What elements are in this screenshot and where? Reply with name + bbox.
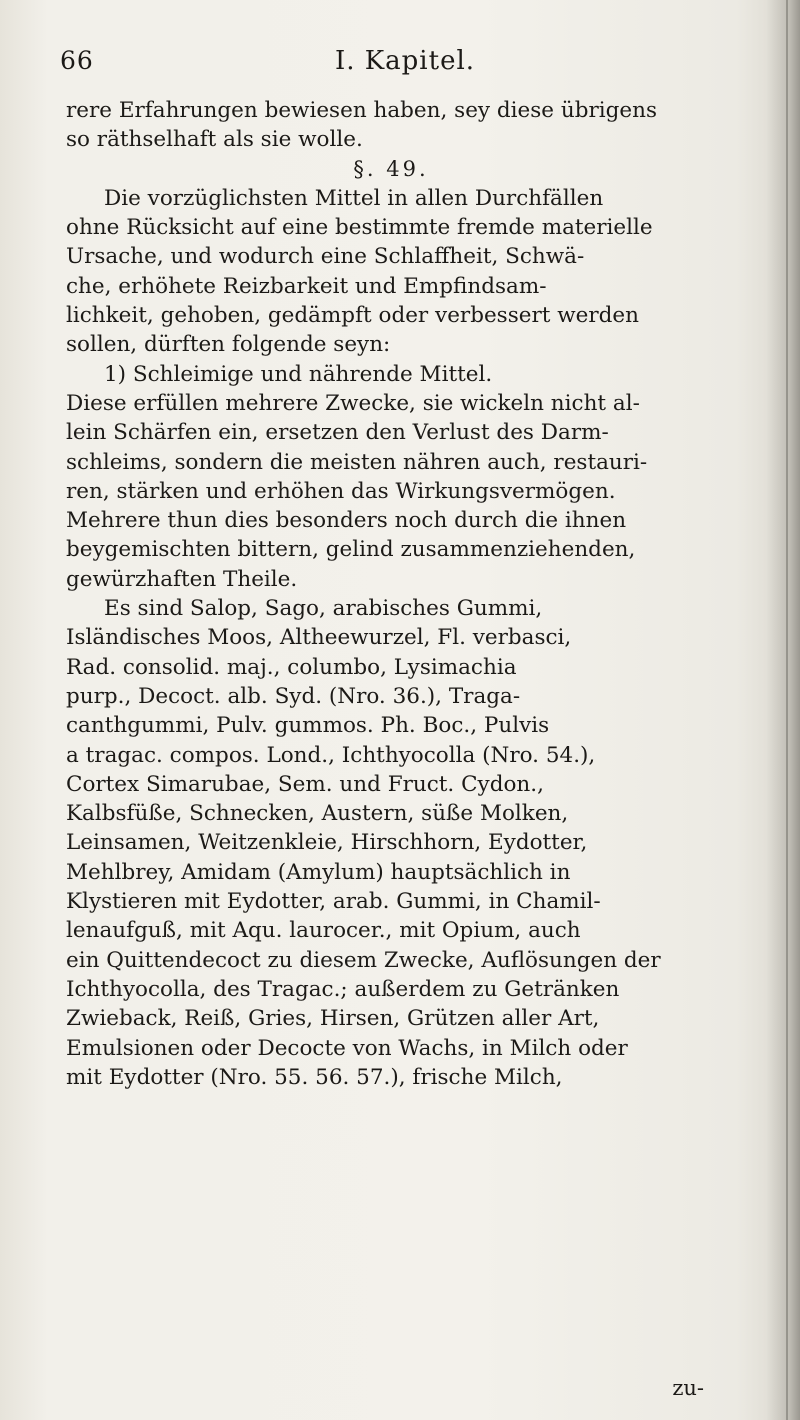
body-text [66,96,746,1092]
chapter-heading: I. Kapitel. [334,46,476,76]
page-edge-line [786,0,788,1420]
text-line: purp., Decoct. alb. Syd. (Nro. 36.), Traga- [66,683,521,709]
text-line: so räthselhaft als sie wolle. [66,127,363,153]
text-line: gewürzhaften Theile. [66,566,298,592]
page-edge-shadow [766,0,800,1420]
text-line: schleims, sondern die meisten nähren auch, restauri- [66,449,648,475]
text-line: Es sind Salop, Sago, arabisches Gummi, [104,596,543,622]
text-line: Leinsamen, Weitzenkleie, Hirschhorn, Eydotter, [66,830,588,856]
text-line: lichkeit, gehoben, gedämpft oder verbessert werden [66,303,639,329]
text-line: beygemischten bittern, gelind zusammenziehenden, [66,537,636,563]
text-line: Klystieren mit Eydotter, arab. Gummi, in Chamil- [66,889,601,915]
text-line: Rad. consolid. maj., columbo, Lysimachia [66,654,517,680]
text-line: Ichthyocolla, des Tragac.; außerdem zu Getränken [66,976,620,1002]
text-line: che, erhöhete Reizbarkeit und Empfindsam- [66,273,547,299]
text-line: lein Schärfen ein, ersetzen den Verlust des Darm- [66,420,609,446]
text-line: Die vorzüglichsten Mittel in allen Durchfällen [104,185,604,211]
text-line: lenaufguß, mit Aqu. laurocer., mit Opium, auch [66,918,581,944]
text-line: mit Eydotter (Nro. 55. 56. 57.), frische Milch, [66,1064,563,1090]
text-line: Zwieback, Reiß, Gries, Hirsen, Grützen aller Art, [66,1006,600,1032]
text-line: rere Erfahrungen bewiesen haben, sey diese übrigens [66,98,657,123]
text-line: Diese erfüllen mehrere Zwecke, sie wickeln nicht al- [66,390,640,416]
text-line: ohne Rücksicht auf eine bestimmte fremde materielle [66,215,653,241]
subheading-line: 1) Schleimige und nährende Mittel. [104,361,493,387]
text-line: Mehrere thun dies besonders noch durch die ihnen [66,508,627,534]
text-line: Kalbsfüße, Schnecken, Austern, süße Molken, [66,801,569,827]
text-line: ein Quittendecoct zu diesem Zwecke, Auflösungen der [66,947,661,973]
text-line: canthgummi, Pulv. gummos. Ph. Boc., Pulvis [66,713,550,739]
text-line: sollen, dürften folgende seyn: [66,332,391,358]
text-line: ren, stärken und erhöhen das Wirkungsvermögen. [66,478,616,504]
text-line: Isländisches Moos, Altheewurzel, Fl. verbasci, [66,625,572,651]
page-number: 66 [60,46,94,75]
catchword: zu- [672,1376,704,1400]
text-line: Cortex Simarubae, Sem. und Fruct. Cydon., [66,771,544,797]
text-line: Emulsionen oder Decocte von Wachs, in Milch oder [66,1035,628,1061]
text-line: Ursache, und wodurch eine Schlaffheit, Schwä- [66,244,585,270]
section-number-label: §. 49. [353,156,429,181]
section-number [66,155,746,184]
text-line: a tragac. compos. Lond., Ichthyocolla (Nro. 54.), [66,742,596,768]
running-header [60,46,750,86]
text-line: Mehlbrey, Amidam (Amylum) hauptsächlich in [66,859,571,885]
